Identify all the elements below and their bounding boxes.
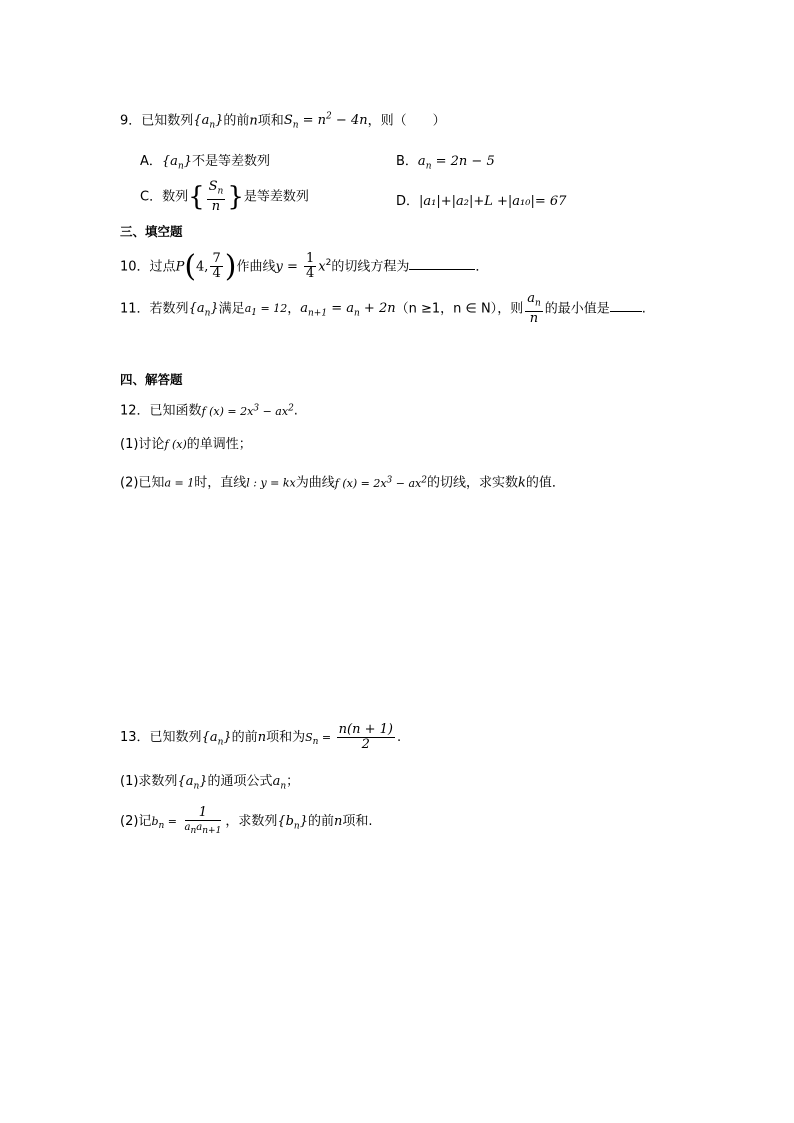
q12-formula: [202, 405, 294, 418]
q9-option-c-text: 是等差数列: [243, 189, 309, 205]
q9-seq-sub: n: [209, 120, 216, 131]
q13-part2-mid: ，求数列: [225, 814, 278, 829]
q11-answer-blank[interactable]: [610, 299, 642, 312]
q13-part2: [120, 804, 373, 845]
q13-mid2: 项和为: [266, 730, 306, 745]
q11-rec-sub2: n: [353, 308, 360, 319]
q12-part2-mid2: 为曲线: [295, 475, 335, 491]
q12-part2-sup2: 2: [421, 475, 427, 485]
q9-option-c-rbrace: }: [227, 181, 244, 212]
q10-point-frac: [210, 252, 222, 281]
q13-part2-den-sub2: n+1: [202, 825, 222, 836]
q10-post: 的切线方程为: [331, 259, 410, 275]
q12-part2-end: 的值．: [525, 475, 565, 491]
q11-a1-a: a: [244, 302, 252, 316]
q11-seq-a: {a: [188, 301, 205, 317]
q12-part2-a: a = 1: [164, 476, 195, 490]
q13-frac: [337, 723, 395, 752]
q13-part2-eq: =: [164, 815, 181, 828]
q13-part1-pre: 求数列: [138, 774, 178, 789]
q13-part2-seq-b: {b: [277, 814, 294, 829]
q13-part2-b-sub: n: [158, 821, 165, 832]
q9-S-sub: n: [292, 120, 299, 131]
q9-option-a-label: A．: [140, 154, 162, 169]
q13-seq-close: }: [223, 730, 232, 745]
q13-part2-seq: [277, 814, 308, 832]
q9-option-a: [140, 150, 270, 172]
q13-part1-seq-close: }: [199, 774, 208, 789]
q13-part2-den-sub1: n: [190, 825, 197, 836]
q9-option-c-lbrace: {: [188, 181, 205, 212]
q13-part1-a-sub: n: [280, 781, 287, 792]
q11-comma: ，: [287, 301, 301, 317]
q10-lparen: (: [184, 248, 197, 284]
q13-part2-seq-sub: n: [293, 821, 300, 832]
q13-part2-den-a1: a: [184, 821, 191, 833]
q9-option-d-expr: |a₁|+|a₂|+L +|a₁₀|= 67: [419, 194, 567, 209]
q9-option-c-pre: 数列: [162, 189, 189, 205]
q12-f: f (x) = 2x: [201, 404, 254, 418]
q13-part2-den-a2: a: [196, 821, 203, 833]
q9-option-d-label: D．: [396, 194, 420, 209]
q13-part1-post: 的通项公式: [207, 774, 273, 789]
q11-rec-tail2: + 2n: [359, 301, 396, 317]
q13-pre: 已知数列: [149, 730, 202, 745]
q9-formula: [283, 112, 368, 131]
q13-part2-seq-close: }: [299, 814, 308, 829]
q12-end: .: [293, 403, 298, 419]
section-fill-blank-heading: 三、填空题: [120, 224, 183, 239]
q11-rec-tail: = a: [327, 301, 354, 317]
q11-stem: [120, 292, 646, 328]
q9-option-b-expr: [417, 154, 495, 172]
q9-option-c: [140, 180, 309, 214]
q11-end: .: [641, 301, 646, 317]
q13-frac-num: n(n + 1): [338, 722, 393, 737]
q10-mid: 作曲线: [236, 259, 276, 275]
q10-four: 4,: [196, 259, 209, 275]
q10-eq: =: [282, 259, 302, 275]
q13-seq-sub: n: [217, 737, 224, 748]
q11-seq: [188, 301, 219, 319]
q9-stem: [120, 107, 446, 136]
q12-part2-post: 的切线，求实数: [427, 475, 519, 491]
q11-frac-num-sub: n: [534, 298, 541, 309]
q12-part2-sup3: 3: [386, 475, 393, 485]
q9-text-c: 项和: [257, 113, 284, 129]
q9-option-a-seq-a: {a: [161, 154, 178, 169]
q13-end: .: [396, 730, 402, 745]
q13-S-sub: n: [312, 737, 319, 748]
q9-text-d: ，则（ ）: [367, 113, 446, 129]
q10-pre: 过点: [149, 259, 176, 275]
q13-mid: 的前: [231, 730, 258, 745]
q11-condition: （n ≥1，n ∈ N）: [395, 301, 498, 317]
q9-option-a-seq-close: }: [183, 154, 193, 169]
q13-part1-seq: [177, 774, 208, 792]
q10-sup: 2: [325, 258, 332, 268]
q9-option-a-seq: [161, 154, 193, 172]
q10-end: ．: [475, 259, 489, 275]
q9-option-c-num-S: S: [208, 179, 218, 194]
q9-eq: = n: [298, 113, 327, 129]
q13-seq-a: {a: [201, 730, 218, 745]
q9-sup: 2: [326, 112, 332, 122]
q12-part2-k: k: [518, 475, 526, 491]
q13-seq: [201, 730, 232, 748]
q13-n: n: [257, 730, 267, 745]
q11-a1: [244, 302, 288, 319]
q13-frac-den: 2: [361, 737, 370, 752]
q12-number: 12．: [120, 403, 150, 419]
q9-option-d: [396, 190, 566, 209]
section-solution-heading: 四、解答题: [120, 372, 183, 387]
q12-part1: [120, 435, 252, 455]
q13-part1-seq-a: {a: [177, 774, 194, 789]
q10-number: 10．: [120, 259, 150, 275]
q9-seq-close: }: [215, 113, 224, 129]
q10-y: y: [275, 259, 283, 275]
q13-part2-label: (2): [120, 814, 139, 829]
q12-sup3: 3: [253, 403, 260, 413]
q12-pre: 已知函数: [149, 403, 202, 419]
q9-text-a: 已知数列: [141, 113, 194, 129]
q11-then: ，则: [497, 301, 524, 317]
q12-part2-formula: [335, 477, 427, 490]
q12-part2-pre: 已知: [138, 475, 165, 491]
q12-part2-tail: − ax: [392, 476, 422, 490]
q9-option-c-den: n: [211, 198, 221, 214]
q13-part2-frac-num: 1: [185, 806, 221, 821]
q12-part1-pre: 讨论: [138, 437, 165, 452]
q11-frac-num: [525, 292, 543, 312]
q11-frac: [525, 292, 543, 326]
q12-tail: − ax: [259, 404, 289, 418]
q13-S-letter: S: [305, 731, 313, 744]
q13-part1: [120, 772, 299, 797]
q9-S: S: [283, 113, 293, 129]
q11-mid: 满足: [218, 301, 245, 317]
q10-P: P: [175, 259, 185, 275]
q10-point-den: 4: [212, 266, 221, 282]
q10-coef-den: 4: [305, 266, 315, 282]
q13-part2-post: 的前: [308, 814, 335, 829]
q9-number: 9．: [120, 113, 142, 129]
q13-part2-frac: [183, 806, 224, 838]
q9-option-b-tail: = 2n − 5: [431, 154, 495, 169]
q10-x: x: [318, 259, 326, 275]
q10-answer-blank[interactable]: [409, 257, 475, 270]
q13-part1-seq-sub: n: [193, 781, 200, 792]
q11-a1-val: = 12: [256, 302, 288, 316]
q11-pre: 若数列: [149, 301, 189, 317]
q12-part2: [120, 470, 565, 494]
q9-eq-tail: − 4n: [331, 113, 368, 129]
q9-seq-a: {a: [193, 113, 210, 129]
q11-seq-sub: n: [204, 308, 211, 319]
q12-part1-f: f (x): [164, 438, 187, 451]
q13-number: 13．: [120, 730, 150, 745]
q11-number: 11．: [120, 301, 150, 317]
q11-recurrence: [300, 301, 396, 319]
q9-text-b: 的前: [223, 113, 250, 129]
q11-seq-close: }: [210, 301, 219, 317]
q13-part2-b: [151, 815, 181, 832]
q13-stem: [120, 722, 401, 759]
q12-part2-f: f (x) = 2x: [334, 476, 387, 490]
q9-option-c-num-sub: n: [217, 186, 224, 197]
q9-option-b-label: B．: [396, 154, 418, 169]
q9-n: n: [249, 113, 258, 129]
q9-option-b-a: a: [417, 154, 426, 169]
q10-stem: [120, 248, 488, 282]
q13-part2-b-letter: b: [151, 815, 159, 828]
q12-stem: [120, 398, 298, 422]
q9-option-c-label: C．: [140, 189, 163, 205]
q10-coef-num: 1: [305, 251, 315, 267]
q11-a1-sub: 1: [251, 308, 257, 319]
q9-option-b: [396, 150, 495, 172]
q11-rec-a: a: [300, 301, 308, 317]
q9-seq: [193, 113, 224, 131]
q12-part2-line: l : y = kx: [246, 476, 296, 490]
q13-part1-a: [272, 774, 287, 792]
q12-part2-label: (2): [120, 475, 139, 491]
q10-rparen: ): [224, 248, 237, 284]
q11-post: 的最小值是: [544, 301, 610, 317]
q12-part1-label: (1): [120, 437, 139, 452]
q13-S: [305, 731, 335, 748]
q12-part2-mid: 时，直线: [194, 475, 247, 491]
q11-frac-den: n: [529, 310, 539, 326]
q11-rec-sub: n+1: [307, 308, 328, 319]
q10-point-num: 7: [212, 251, 221, 267]
q10-coef-frac: [304, 252, 316, 281]
q12-sup2: 2: [288, 403, 294, 413]
q13-eq: =: [318, 731, 335, 744]
q9-option-c-frac: [207, 180, 226, 214]
q13-part2-n: n: [334, 814, 343, 829]
q9-option-c-num: [207, 180, 226, 200]
q9-option-b-sub: n: [425, 161, 432, 172]
q13-part1-end: ；: [286, 774, 300, 789]
q9-option-a-seq-sub: n: [177, 161, 184, 172]
q13-part2-frac-den: [183, 821, 224, 838]
q13-part2-end: 项和.: [342, 814, 373, 829]
q13-part1-a-letter: a: [272, 774, 281, 789]
q13-part1-label: (1): [120, 774, 139, 789]
q9-option-a-text: 不是等差数列: [192, 154, 271, 169]
q13-part2-pre: 记: [138, 814, 152, 829]
q11-frac-num-a: a: [527, 291, 535, 306]
q12-part1-post: 的单调性；: [186, 437, 252, 452]
